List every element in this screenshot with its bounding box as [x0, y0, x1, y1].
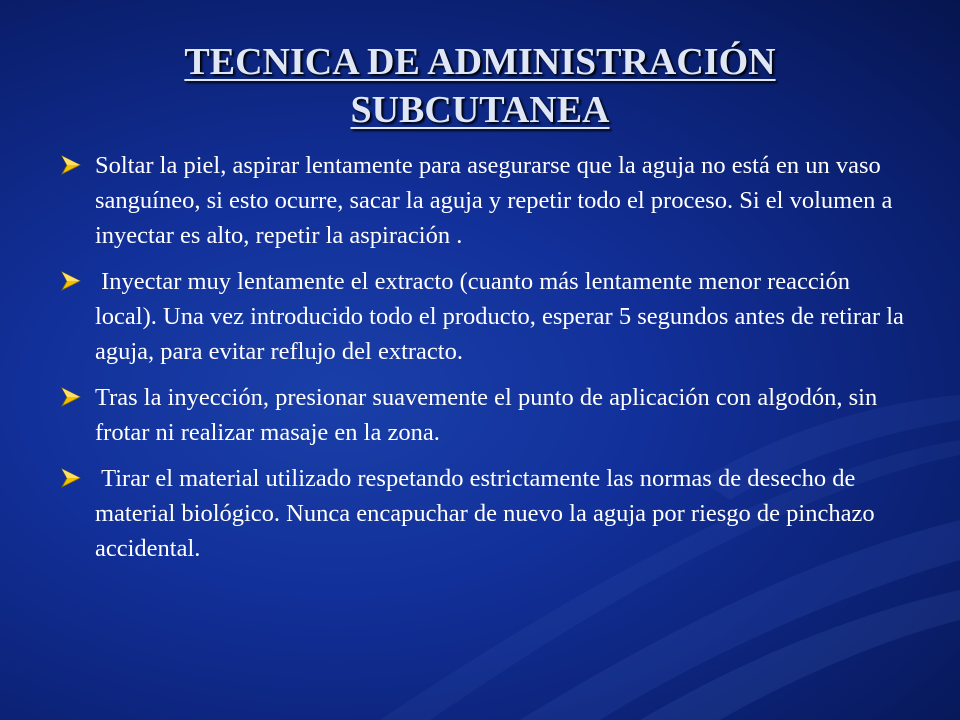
arrow-bullet-icon	[60, 467, 82, 489]
bullet-item	[60, 148, 910, 253]
bullet-text: Inyectar muy lentamente el extracto (cuanto más lentamente menor reacción local). Una vez introducido todo el producto, esperar 5 segundos antes de retirar la aguja, para evitar reflujo del extracto.	[95, 268, 911, 365]
arrow-bullet-icon	[60, 270, 82, 292]
title-line-2: SUBCUTANEA	[350, 89, 610, 131]
bullet-text: Soltar la piel, aspirar lentamente para asegurarse que la aguja no está en un vaso sanguíneo, si esto ocurre, sacar la aguja y repetir todo el proceso. Si el volumen a inyectar es alto, repetir la aspiración .	[95, 152, 893, 249]
arrow-bullet-icon	[60, 154, 82, 176]
arrow-bullet-icon	[60, 386, 82, 408]
bullet-list	[60, 148, 910, 577]
bullet-item	[60, 461, 910, 566]
slide-title	[60, 38, 900, 134]
bullet-text: Tirar el material utilizado respetando estrictamente las normas de desecho de material biológico. Nunca encapuchar de nuevo la aguja por riesgo de pinchazo accidental.	[95, 465, 881, 562]
bullet-item	[60, 380, 910, 450]
bullet-text: Tras la inyección, presionar suavemente el punto de aplicación con algodón, sin frotar ni realizar masaje en la zona.	[95, 384, 878, 446]
bullet-item	[60, 264, 910, 369]
title-line-1: TECNICA DE ADMINISTRACIÓN	[184, 41, 776, 83]
